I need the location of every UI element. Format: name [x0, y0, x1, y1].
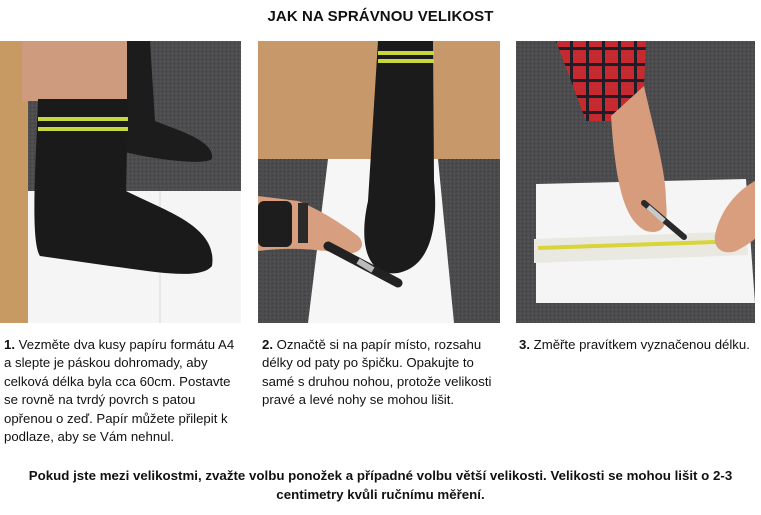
step-2-number: 2. [262, 337, 273, 352]
step-1-photo [0, 41, 241, 323]
step-1-description: Vezměte dva kusy papíru formátu A4 a slepte je páskou dohromady, aby celková délka byla cca 60cm. Postavte se rovně na tvrdý povrch s patou opřenou o zeď. Papír můžete přilepit k podlaze, aby se Vám nehnul. [4, 337, 235, 445]
step-3-description: Změřte pravítkem vyznačenou délku. [530, 337, 750, 352]
step-3-photo [516, 41, 755, 323]
step-1-number: 1. [4, 337, 15, 352]
step-1-text [4, 336, 244, 446]
size-note: Pokud jste mezi velikostmi, zvažte volbu ponožek a případné volbu větší velikosti. Velikosti se mohou lišit o 2-3 centimetry kvůli ručnímu měření. [28, 468, 733, 502]
step-3-number: 3. [519, 337, 530, 352]
step-2-description: Označtě si na papír místo, rozsahu délky od paty po špičku. Opakujte to samé s druhou nohou, protože velikosti pravé a levé nohy se mohou lišit. [262, 337, 492, 408]
step-2-photo [258, 41, 500, 323]
step-3-text [519, 336, 759, 354]
page-title: JAK NA SPRÁVNOU VELIKOST [267, 8, 494, 25]
step-2-text [262, 336, 497, 410]
